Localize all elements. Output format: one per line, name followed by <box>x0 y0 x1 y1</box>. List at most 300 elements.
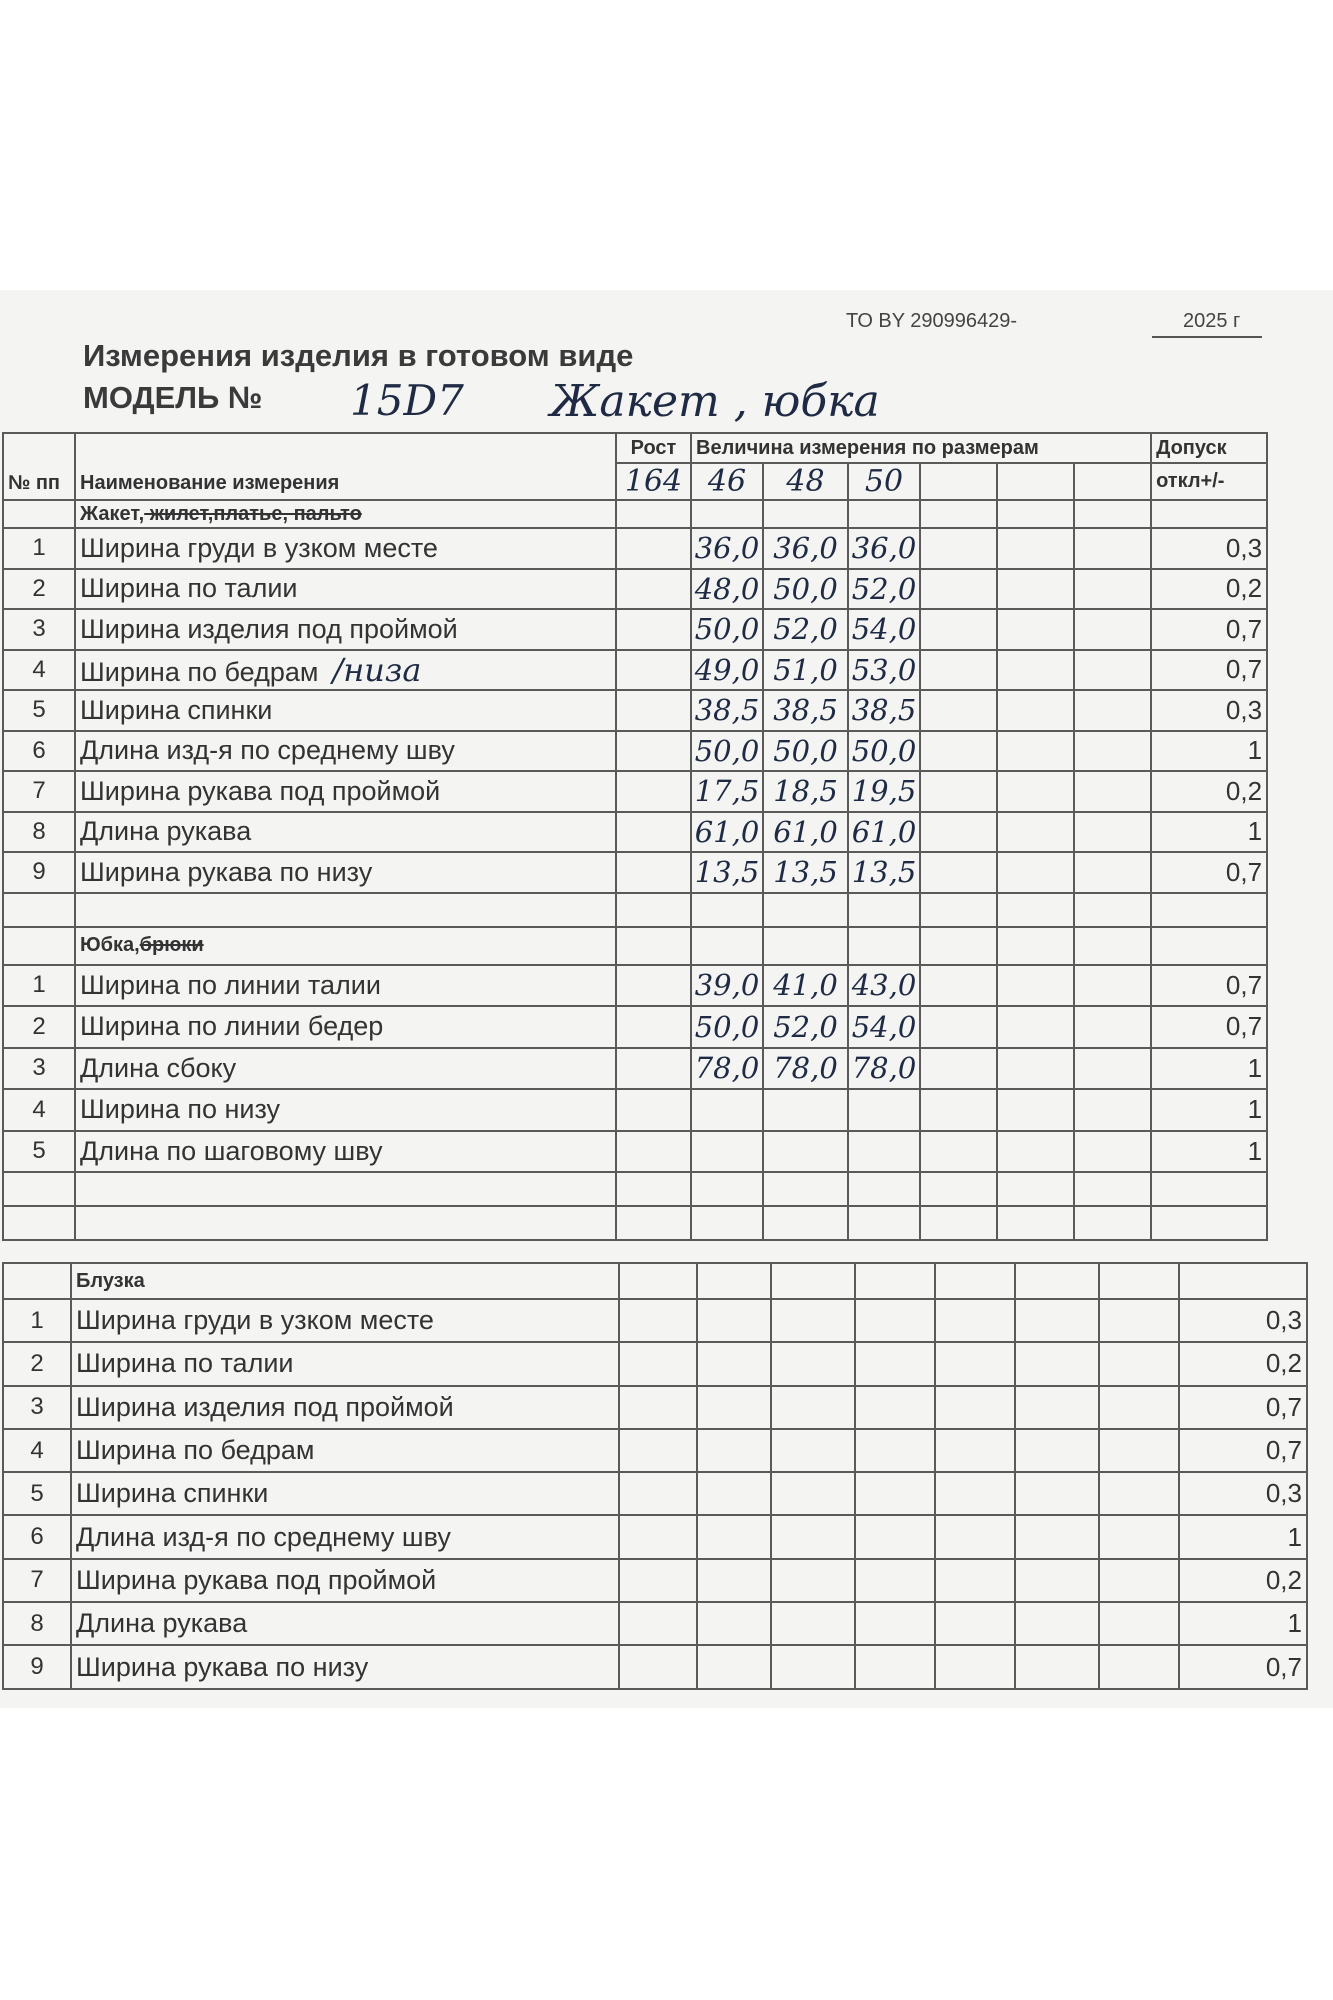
empty-cell <box>997 569 1074 610</box>
empty-cell <box>848 927 920 965</box>
tolerance-value: 0,3 <box>1179 1299 1307 1342</box>
table-row <box>3 852 1267 893</box>
row-number: 5 <box>3 1472 71 1515</box>
table-row <box>3 609 1267 650</box>
table-row <box>3 1559 1307 1602</box>
empty-cell <box>1099 1342 1179 1385</box>
tolerance-value: 0,7 <box>1151 852 1267 893</box>
measurement-name-text: Ширина изделия под проймой <box>76 1391 454 1422</box>
size-value <box>697 1645 771 1688</box>
empty-cell <box>616 500 691 528</box>
empty-cell <box>771 1263 855 1299</box>
empty-cell <box>1074 1172 1151 1206</box>
size-value <box>771 1602 855 1645</box>
measurement-name-text: Длина рукава <box>80 816 252 847</box>
table-row <box>3 1429 1307 1472</box>
row-number: 7 <box>3 1559 71 1602</box>
empty-cell <box>1074 609 1151 650</box>
empty-cell <box>935 1515 1015 1558</box>
table-row <box>3 690 1267 731</box>
empty-cell <box>855 1263 935 1299</box>
empty-cell <box>1099 1263 1179 1299</box>
empty-cell <box>619 1263 697 1299</box>
empty-cell <box>935 1429 1015 1472</box>
size-value <box>697 1515 771 1558</box>
row-number-empty <box>3 1263 71 1299</box>
empty-cell <box>1074 1206 1151 1240</box>
size-value: 54,0 <box>848 609 920 650</box>
height-cell <box>619 1472 697 1515</box>
row-number: 2 <box>3 1342 71 1385</box>
row-number: 8 <box>3 1602 71 1645</box>
size-empty <box>1074 463 1151 500</box>
size-value: 36,0 <box>763 528 848 569</box>
tolerance-value: 1 <box>1179 1602 1307 1645</box>
size-value <box>855 1299 935 1342</box>
height-value: 164 <box>616 463 691 500</box>
empty-cell <box>75 1172 616 1206</box>
row-number: 2 <box>3 569 75 610</box>
empty-cell <box>763 927 848 965</box>
size-empty <box>920 463 997 500</box>
height-cell <box>616 1131 691 1173</box>
size-48: 48 <box>763 463 848 500</box>
size-value: 50,0 <box>848 731 920 772</box>
empty-cell <box>1074 500 1151 528</box>
col-header-tolerance: Допуск <box>1151 433 1267 463</box>
size-value: 50,0 <box>763 569 848 610</box>
size-value: 19,5 <box>848 771 920 812</box>
row-number: 5 <box>3 1131 75 1173</box>
measurement-name <box>75 812 616 853</box>
blouse-section-label: Блузка <box>76 1269 145 1292</box>
row-number: 4 <box>3 650 75 691</box>
row-number: 2 <box>3 1006 75 1048</box>
empty-cell <box>997 650 1074 691</box>
empty-cell <box>1015 1386 1099 1429</box>
size-value <box>855 1342 935 1385</box>
empty-cell <box>691 500 763 528</box>
size-value <box>697 1342 771 1385</box>
size-value: 50,0 <box>691 609 763 650</box>
size-value <box>697 1602 771 1645</box>
empty-cell <box>935 1645 1015 1688</box>
size-value <box>771 1559 855 1602</box>
size-value: 13,5 <box>691 852 763 893</box>
jacket-section-row <box>3 500 1267 528</box>
empty-cell <box>920 1206 997 1240</box>
height-cell <box>619 1299 697 1342</box>
row-number: 4 <box>3 1429 71 1472</box>
measurement-name-text: Ширина рукава под проймой <box>80 775 441 806</box>
measurement-name-text: Ширина груди в узком месте <box>76 1305 434 1336</box>
empty-cell <box>1015 1263 1099 1299</box>
row-number-empty <box>3 500 75 528</box>
size-value <box>771 1645 855 1688</box>
measurement-name-text: Ширина по талии <box>80 573 298 604</box>
empty-cell <box>3 1206 75 1240</box>
empty-cell <box>997 1172 1074 1206</box>
measurement-name-text: Ширина по линии бедер <box>80 1011 384 1042</box>
size-value: 41,0 <box>763 965 848 1007</box>
height-cell <box>619 1559 697 1602</box>
size-value: 36,0 <box>848 528 920 569</box>
size-value: 53,0 <box>848 650 920 691</box>
size-value <box>771 1299 855 1342</box>
empty-cell <box>935 1263 1015 1299</box>
jacket-section-label: Жакет, <box>80 502 145 525</box>
size-value <box>697 1386 771 1429</box>
height-cell <box>619 1515 697 1558</box>
size-value: 38,5 <box>691 690 763 731</box>
empty-cell <box>920 569 997 610</box>
empty-cell <box>1074 852 1151 893</box>
empty-cell <box>616 927 691 965</box>
size-value: 78,0 <box>848 1048 920 1090</box>
row-number: 3 <box>3 1048 75 1090</box>
height-cell <box>616 812 691 853</box>
measurement-name <box>75 609 616 650</box>
empty-cell <box>1074 771 1151 812</box>
measurement-name-text: Ширина рукава по низу <box>76 1651 369 1682</box>
empty-cell <box>763 893 848 927</box>
row-number: 6 <box>3 1515 71 1558</box>
height-cell <box>616 1048 691 1090</box>
size-value: 13,5 <box>763 852 848 893</box>
skirt-section-struck: брюки <box>139 934 204 956</box>
empty-cell <box>935 1342 1015 1385</box>
empty-cell <box>1151 927 1267 965</box>
measurement-name-text: Ширина изделия под проймой <box>80 613 458 644</box>
empty-cell <box>1015 1559 1099 1602</box>
measurement-name-text: Ширина рукава по низу <box>80 856 373 887</box>
size-value: 49,0 <box>691 650 763 691</box>
empty-cell <box>1074 927 1151 965</box>
measurement-name-text: Ширина спинки <box>80 694 273 725</box>
measurement-name <box>71 1645 619 1688</box>
table-row <box>3 528 1267 569</box>
model-label: МОДЕЛЬ № <box>83 380 263 415</box>
size-value: 50,0 <box>691 731 763 772</box>
table-row <box>3 1645 1307 1688</box>
empty-cell <box>3 1172 75 1206</box>
row-number: 3 <box>3 609 75 650</box>
table-row <box>3 1602 1307 1645</box>
table-row <box>3 1342 1307 1385</box>
size-value: 61,0 <box>763 812 848 853</box>
empty-cell <box>1151 893 1267 927</box>
row-number: 4 <box>3 1089 75 1131</box>
measurement-name <box>71 1342 619 1385</box>
empty-cell <box>848 893 920 927</box>
blouse-section-row <box>3 1263 1307 1299</box>
empty-cell <box>1015 1602 1099 1645</box>
empty-cell <box>1015 1515 1099 1558</box>
tolerance-value: 1 <box>1151 731 1267 772</box>
height-cell <box>616 1089 691 1131</box>
measurement-name-text: Ширина по талии <box>76 1348 294 1379</box>
tolerance-value: 0,2 <box>1179 1559 1307 1602</box>
size-value <box>771 1386 855 1429</box>
size-value <box>855 1429 935 1472</box>
size-value <box>848 1131 920 1173</box>
empty-cell <box>920 893 997 927</box>
empty-cell <box>997 893 1074 927</box>
empty-cell <box>1074 893 1151 927</box>
size-50: 50 <box>848 463 920 500</box>
measurement-name-text: Ширина спинки <box>76 1478 269 1509</box>
tolerance-value: 0,2 <box>1151 771 1267 812</box>
height-cell <box>616 528 691 569</box>
empty-cell <box>935 1472 1015 1515</box>
table-row <box>3 650 1267 691</box>
row-number: 7 <box>3 771 75 812</box>
size-value: 36,0 <box>691 528 763 569</box>
size-value: 52,0 <box>763 1006 848 1048</box>
empty-cell <box>1015 1299 1099 1342</box>
empty-cell <box>763 1172 848 1206</box>
empty-cell <box>920 852 997 893</box>
table-row <box>3 1089 1267 1131</box>
table-row <box>3 1299 1307 1342</box>
row-number: 1 <box>3 965 75 1007</box>
empty-cell <box>763 1206 848 1240</box>
height-cell <box>616 609 691 650</box>
measurement-name <box>71 1602 619 1645</box>
row-number: 1 <box>3 1299 71 1342</box>
empty-cell <box>1074 1006 1151 1048</box>
table-row <box>3 1006 1267 1048</box>
empty-cell <box>920 1048 997 1090</box>
empty-cell <box>997 609 1074 650</box>
empty-cell <box>920 690 997 731</box>
size-value <box>691 1089 763 1131</box>
tolerance-value: 1 <box>1179 1515 1307 1558</box>
col-header-sizes: Величина измерения по размерам <box>691 433 1151 463</box>
empty-cell <box>935 1559 1015 1602</box>
measurement-name-text: Ширина рукава под проймой <box>76 1564 437 1595</box>
empty-cell <box>1151 500 1267 528</box>
size-value: 78,0 <box>691 1048 763 1090</box>
measurement-name <box>71 1559 619 1602</box>
measurement-table <box>2 432 1268 1241</box>
empty-cell <box>920 1172 997 1206</box>
measurement-name <box>71 1472 619 1515</box>
empty-row <box>3 893 1267 927</box>
empty-cell <box>3 893 75 927</box>
height-cell <box>616 852 691 893</box>
empty-cell <box>997 812 1074 853</box>
measurement-name <box>75 650 616 691</box>
col-header-name: Наименование измерения <box>75 433 616 500</box>
size-value <box>848 1089 920 1131</box>
tolerance-value: 0,3 <box>1151 528 1267 569</box>
size-46: 46 <box>691 463 763 500</box>
tolerance-value: 1 <box>1151 812 1267 853</box>
measurement-name <box>71 1515 619 1558</box>
empty-cell <box>997 852 1074 893</box>
table-row <box>3 1472 1307 1515</box>
size-value: 52,0 <box>763 609 848 650</box>
size-value <box>855 1386 935 1429</box>
tolerance-value: 1 <box>1151 1131 1267 1173</box>
size-value: 52,0 <box>848 569 920 610</box>
empty-cell <box>848 1206 920 1240</box>
tolerance-value: 0,2 <box>1151 569 1267 610</box>
measurement-name <box>75 1006 616 1048</box>
empty-cell <box>75 893 616 927</box>
measurement-name-text: Ширина по линии талии <box>80 969 381 1000</box>
measurement-name-text: Длина рукава <box>76 1608 248 1639</box>
empty-cell <box>920 927 997 965</box>
height-cell <box>616 650 691 691</box>
measurement-name-text: Длина изд-я по среднему шву <box>80 735 455 766</box>
empty-cell <box>697 1263 771 1299</box>
empty-cell <box>1074 528 1151 569</box>
empty-cell <box>616 1206 691 1240</box>
size-value: 78,0 <box>763 1048 848 1090</box>
empty-cell <box>1074 1089 1151 1131</box>
handwritten-note: /низа <box>332 650 422 689</box>
height-cell <box>619 1645 697 1688</box>
col-header-tolerance-sub: откл+/- <box>1151 463 1267 500</box>
model-number: 15D7 <box>350 376 464 425</box>
table-row <box>3 731 1267 772</box>
row-number: 8 <box>3 812 75 853</box>
size-value: 39,0 <box>691 965 763 1007</box>
empty-cell <box>1074 690 1151 731</box>
measurement-name <box>75 852 616 893</box>
measurement-name-text: Ширина по бедрам <box>80 656 319 687</box>
size-value <box>855 1645 935 1688</box>
empty-cell <box>997 1048 1074 1090</box>
empty-cell <box>763 500 848 528</box>
measurement-name <box>71 1299 619 1342</box>
measurement-name-text: Ширина по бедрам <box>76 1435 315 1466</box>
empty-cell <box>1099 1515 1179 1558</box>
row-number-empty <box>3 927 75 965</box>
measurement-name <box>75 528 616 569</box>
size-value <box>771 1472 855 1515</box>
empty-cell <box>1074 731 1151 772</box>
empty-cell <box>1074 1048 1151 1090</box>
col-header-no: № пп <box>3 433 75 500</box>
empty-cell <box>1099 1645 1179 1688</box>
measurement-name-text: Длина изд-я по среднему шву <box>76 1521 451 1552</box>
table-row <box>3 1131 1267 1173</box>
size-value <box>855 1472 935 1515</box>
size-value: 48,0 <box>691 569 763 610</box>
row-number: 5 <box>3 690 75 731</box>
height-cell <box>619 1386 697 1429</box>
height-cell <box>616 1006 691 1048</box>
empty-cell <box>997 927 1074 965</box>
empty-cell <box>75 1206 616 1240</box>
tolerance-value: 0,3 <box>1151 690 1267 731</box>
empty-cell <box>1015 1645 1099 1688</box>
size-empty <box>997 463 1074 500</box>
empty-cell <box>920 528 997 569</box>
measurement-name <box>75 1131 616 1173</box>
size-value <box>771 1342 855 1385</box>
tolerance-value: 1 <box>1151 1089 1267 1131</box>
empty-cell <box>935 1299 1015 1342</box>
empty-cell <box>848 500 920 528</box>
measurement-name <box>75 965 616 1007</box>
jacket-section-title <box>75 500 616 528</box>
size-value: 38,5 <box>763 690 848 731</box>
measurement-name <box>75 1048 616 1090</box>
size-value <box>771 1429 855 1472</box>
empty-cell <box>1099 1386 1179 1429</box>
size-value <box>763 1089 848 1131</box>
empty-cell <box>935 1602 1015 1645</box>
row-number: 3 <box>3 1386 71 1429</box>
tolerance-value: 0,7 <box>1151 609 1267 650</box>
year-underline <box>1152 336 1262 338</box>
empty-cell <box>920 771 997 812</box>
empty-cell <box>1074 812 1151 853</box>
size-value: 18,5 <box>763 771 848 812</box>
empty-cell <box>1074 650 1151 691</box>
tolerance-value: 0,7 <box>1151 965 1267 1007</box>
page-title: Измерения изделия в готовом виде <box>83 338 634 373</box>
measurement-name <box>75 569 616 610</box>
size-value: 61,0 <box>848 812 920 853</box>
col-header-height: Рост <box>616 433 691 463</box>
size-value: 38,5 <box>848 690 920 731</box>
empty-cell <box>997 731 1074 772</box>
empty-cell <box>1151 1172 1267 1206</box>
empty-cell <box>691 1172 763 1206</box>
empty-cell <box>1074 1131 1151 1173</box>
table-row <box>3 569 1267 610</box>
measurement-name <box>75 771 616 812</box>
measurement-name <box>71 1386 619 1429</box>
size-value <box>771 1515 855 1558</box>
measurement-name-text: Ширина по низу <box>80 1094 281 1125</box>
empty-cell <box>1074 965 1151 1007</box>
empty-cell <box>997 528 1074 569</box>
table-row <box>3 1386 1307 1429</box>
empty-cell <box>616 1172 691 1206</box>
size-value <box>697 1472 771 1515</box>
table-row <box>3 1515 1307 1558</box>
measurement-name-text: Длина сбоку <box>80 1052 237 1083</box>
measurement-name <box>75 1089 616 1131</box>
size-value: 61,0 <box>691 812 763 853</box>
empty-cell <box>1099 1472 1179 1515</box>
tolerance-value: 0,7 <box>1151 1006 1267 1048</box>
empty-cell <box>1015 1472 1099 1515</box>
height-cell <box>619 1342 697 1385</box>
empty-cell <box>920 812 997 853</box>
tolerance-value: 0,7 <box>1151 650 1267 691</box>
empty-cell <box>691 893 763 927</box>
table-row <box>3 771 1267 812</box>
height-cell <box>616 771 691 812</box>
size-value: 51,0 <box>763 650 848 691</box>
height-cell <box>616 731 691 772</box>
jacket-section-struck: жилет,платье, пальто <box>144 502 362 525</box>
empty-row <box>3 1206 1267 1240</box>
empty-cell <box>997 690 1074 731</box>
size-value <box>855 1559 935 1602</box>
empty-cell <box>997 965 1074 1007</box>
empty-cell <box>616 893 691 927</box>
empty-cell <box>1099 1559 1179 1602</box>
empty-cell <box>1015 1342 1099 1385</box>
